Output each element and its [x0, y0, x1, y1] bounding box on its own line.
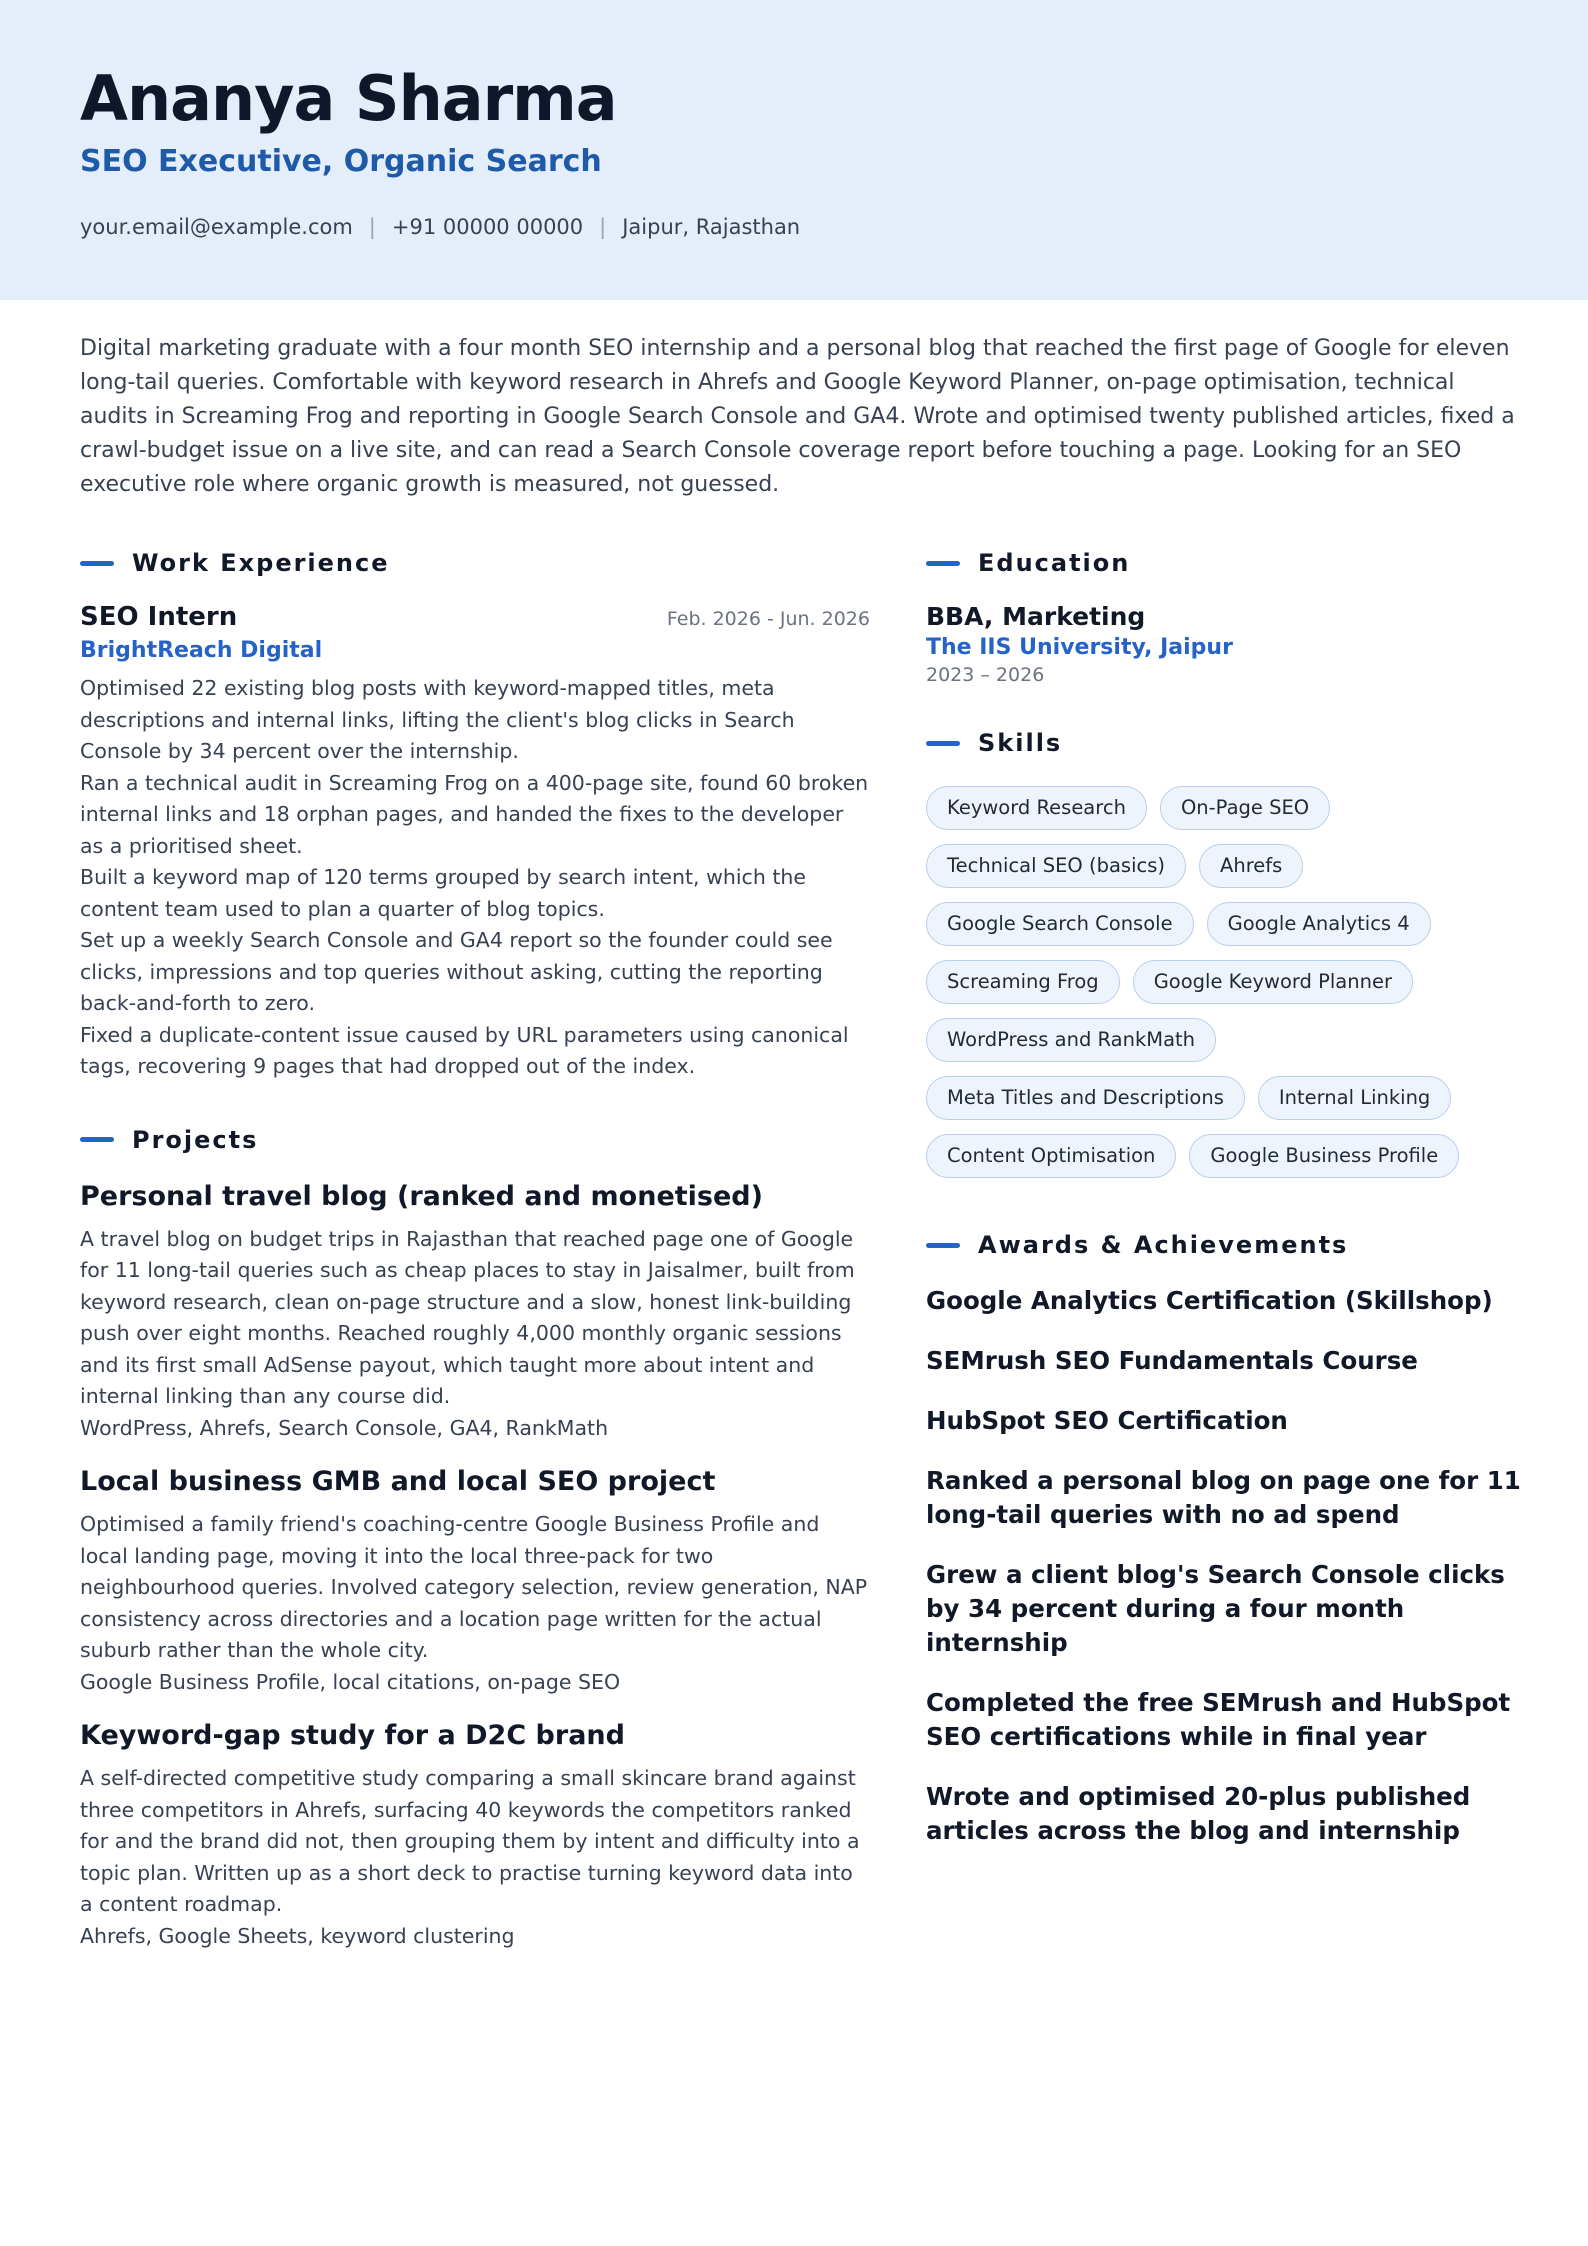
skill-chip: Screaming Frog [926, 960, 1120, 1004]
project-title: Local business GMB and local SEO project [80, 1466, 716, 1497]
award-item: Wrote and optimised 20-plus published articles across the blog and internship [926, 1782, 1471, 1845]
project-entry [80, 1181, 870, 1445]
section-label: Work Experience [132, 549, 390, 577]
project-entry [80, 1466, 870, 1698]
company-name: BrightReach Digital [80, 638, 323, 663]
award-item: Completed the free SEMrush and HubSpot SEO certifications while in final year [926, 1688, 1511, 1751]
skill-chip: Keyword Research [926, 786, 1147, 830]
skill-chip: Technical SEO (basics) [926, 844, 1186, 888]
award-item: SEMrush SEO Fundamentals Course [926, 1346, 1418, 1375]
section-accent-bar [926, 741, 960, 746]
project-description: A travel blog on budget trips in Rajasthan that reached page one of Google for 11 long-tail queries such as cheap places to stay in Jaisalmer, built from keyword research, clean on-page structure and a slow, honest link-building push over eight months. Reached roughly 4,000 monthly organic sessions and its first small AdSense payout, which taught more about intent and internal linking than any course did. [80, 1226, 855, 1408]
section-heading-projects [80, 1123, 870, 1157]
job-title: SEO Intern [80, 602, 238, 632]
section-label: Awards & Achievements [978, 1231, 1349, 1259]
project-title: Keyword-gap study for a D2C brand [80, 1720, 625, 1751]
awards-list [926, 1284, 1526, 1848]
section-heading-skills [926, 726, 1526, 760]
skill-chip: Internal Linking [1258, 1076, 1451, 1120]
contact-line [80, 215, 800, 239]
job-bullet: Set up a weekly Search Console and GA4 report so the founder could see clicks, impressions and top queries without asking, cutting the reporting back-and-forth to zero. [80, 928, 833, 1015]
education-years: 2023 – 2026 [926, 664, 1045, 686]
section-accent-bar [80, 1137, 114, 1142]
project-title: Personal travel blog (ranked and monetised) [80, 1180, 763, 1212]
skill-chip: Google Search Console [926, 902, 1194, 946]
job-bullet: Optimised 22 existing blog posts with keyword-mapped titles, meta descriptions and internal links, lifting the client's blog clicks in Search Console by 34 percent over the internship. [80, 676, 795, 763]
award-item: Google Analytics Certification (Skillshop) [926, 1286, 1493, 1315]
right-column [926, 546, 1526, 1848]
degree-name: BBA, Marketing [926, 602, 1146, 631]
professional-summary: Digital marketing graduate with a four month SEO internship and a personal blog that reached the first page of Google for eleven long-tail queries. Comfortable with keyword research in Ahrefs and Google Keyword Planner, on-page optimisation, technical audits in Screaming Frog and reporting in Google Search Console and GA4. Wrote and optimised twenty published articles, fixed a crawl-budget issue on a live site, and can read a Search Console coverage report before touching a page. Looking for an SEO executive role where organic growth is measured, not guessed. [80, 336, 1515, 497]
job-dates: Feb. 2026 - Jun. 2026 [666, 608, 870, 630]
project-entry [80, 1720, 870, 1952]
section-label: Projects [132, 1125, 259, 1154]
job-entry [80, 602, 870, 1083]
job-bullet: Built a keyword map of 120 terms grouped by search intent, which the content team used to plan a quarter of blog topics. [80, 865, 806, 921]
candidate-title: SEO Executive, Organic Search [80, 144, 602, 179]
award-item: Grew a client blog's Search Console clicks by 34 percent during a four month internship [926, 1560, 1505, 1657]
section-heading-education [926, 546, 1526, 580]
contact-phone[interactable]: +91 00000 00000 [391, 215, 584, 239]
job-bullet: Fixed a duplicate-content issue caused by URL parameters using canonical tags, recovering 9 pages that had dropped out of the index. [80, 1022, 849, 1078]
project-description: Optimised a family friend's coaching-centre Google Business Profile and local landing page, moving it into the local three-pack for two neighbourhood queries. Involved category selection, review generation, NAP consistency across directories and a location page written for the actual suburb rather than the whole city. [80, 1512, 868, 1662]
section-label: Skills [978, 729, 1063, 757]
section-accent-bar [926, 1243, 960, 1248]
award-item: HubSpot SEO Certification [926, 1406, 1288, 1435]
skill-chip: Google Keyword Planner [1133, 960, 1413, 1004]
project-tech: Google Business Profile, local citations, on-page SEO [80, 1669, 621, 1694]
contact-separator: | [368, 215, 376, 239]
award-item: Ranked a personal blog on page one for 11 long-tail queries with no ad spend [926, 1466, 1521, 1529]
skill-chip: On-Page SEO [1160, 786, 1330, 830]
skill-chip: Ahrefs [1199, 844, 1303, 888]
contact-separator: | [599, 215, 607, 239]
section-heading-awards [926, 1228, 1526, 1262]
contact-email[interactable]: your.email@example.com [80, 215, 353, 239]
section-accent-bar [926, 561, 960, 566]
skills-list [926, 786, 1526, 1192]
section-heading-experience [80, 546, 870, 580]
job-bullets [80, 673, 870, 1083]
school-name: The IIS University, Jaipur [926, 635, 1233, 660]
section-accent-bar [80, 561, 114, 566]
skill-chip: Google Analytics 4 [1207, 902, 1431, 946]
project-tech: Ahrefs, Google Sheets, keyword clustering [80, 1923, 515, 1948]
job-bullet: Ran a technical audit in Screaming Frog on a 400-page site, found 60 broken internal links and 18 orphan pages, and handed the fixes to the developer as a prioritised sheet. [80, 770, 869, 858]
contact-location: Jaipur, Rajasthan [622, 215, 801, 239]
skill-chip: WordPress and RankMath [926, 1018, 1216, 1062]
skill-chip: Google Business Profile [1189, 1134, 1459, 1178]
resume-header [0, 0, 1588, 300]
candidate-name: Ananya Sharma [80, 62, 617, 135]
project-tech: WordPress, Ahrefs, Search Console, GA4, RankMath [80, 1415, 609, 1440]
left-column [80, 546, 870, 1952]
skill-chip: Meta Titles and Descriptions [926, 1076, 1245, 1120]
project-description: A self-directed competitive study comparing a small skincare brand against three competitors in Ahrefs, surfacing 40 keywords the competitors ranked for and the brand did not, then grouping them by intent and difficulty into a topic plan. Written up as a short deck to practise turning keyword data into a content roadmap. [80, 1766, 860, 1916]
section-label: Education [978, 549, 1131, 577]
skill-chip: Content Optimisation [926, 1134, 1176, 1178]
